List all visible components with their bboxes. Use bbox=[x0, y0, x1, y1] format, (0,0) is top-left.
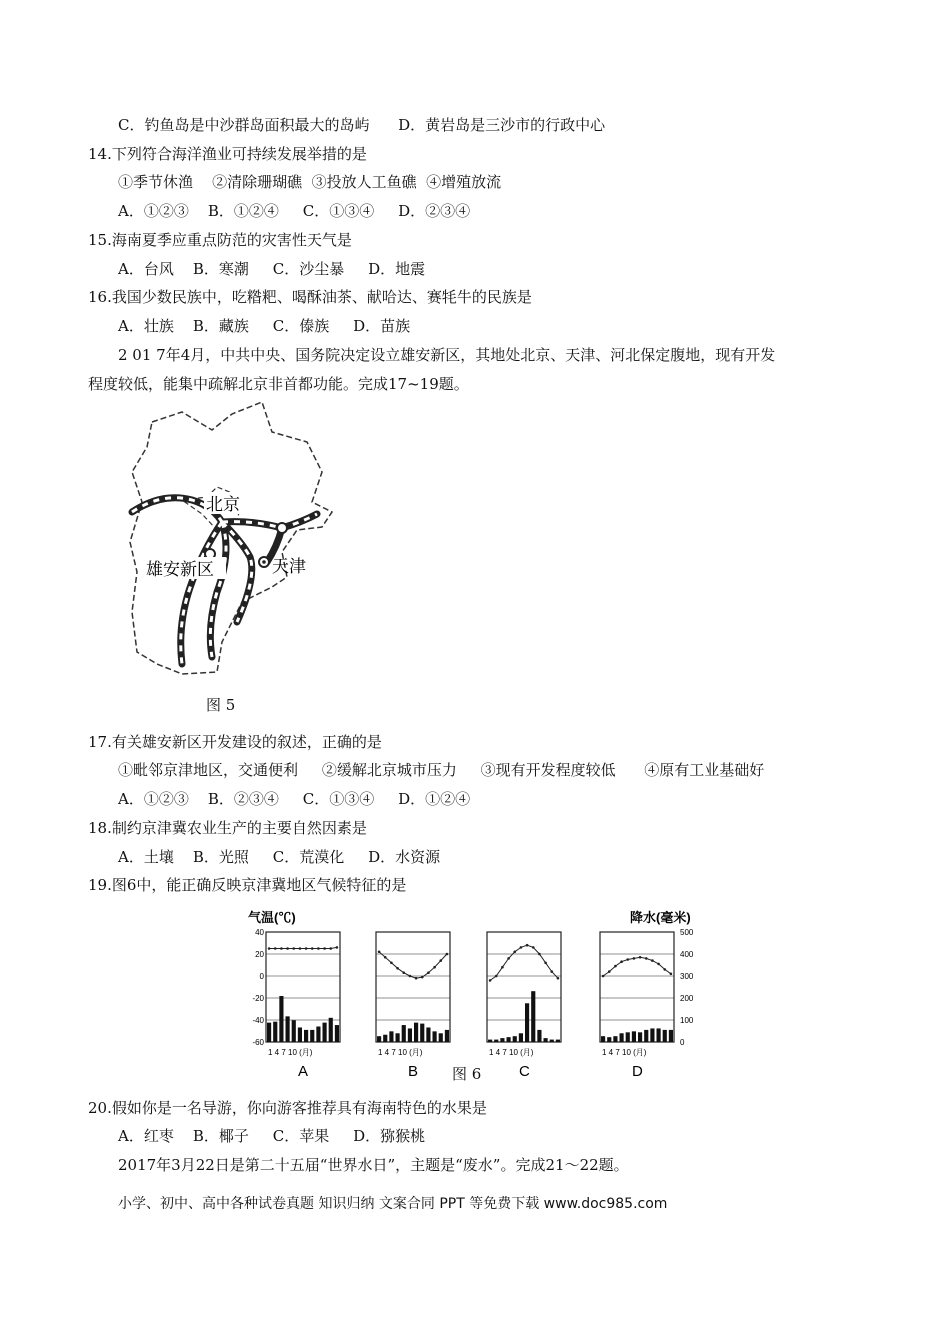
precip-bar bbox=[638, 1032, 642, 1042]
precip-tick: 300 bbox=[680, 972, 694, 981]
q20-options: A．红枣 B．椰子 C．苹果 D．猕猴桃 bbox=[118, 1127, 426, 1145]
temp-point bbox=[602, 975, 605, 978]
temp-point bbox=[274, 947, 277, 950]
temp-point bbox=[501, 966, 504, 969]
precip-bar bbox=[601, 1036, 605, 1042]
temp-point bbox=[651, 959, 654, 962]
temp-point bbox=[538, 953, 541, 956]
precip-bar bbox=[396, 1033, 400, 1042]
temp-point bbox=[421, 976, 424, 979]
climate-panel bbox=[600, 932, 674, 1080]
panel-label: A bbox=[298, 1063, 309, 1080]
panel-label: D bbox=[632, 1063, 643, 1080]
panel-frame bbox=[600, 932, 674, 1042]
precip-bar bbox=[626, 1032, 630, 1042]
option-line: C．钓鱼岛是中沙群岛面积最大的岛屿 D．黄岩岛是三沙市的行政中心 bbox=[118, 116, 606, 134]
precip-bar bbox=[414, 1023, 418, 1042]
temp-point bbox=[495, 975, 498, 978]
precip-ticks bbox=[680, 928, 694, 1047]
temp-point bbox=[286, 947, 289, 950]
temp-point bbox=[657, 963, 660, 966]
temp-tick: 0 bbox=[259, 972, 264, 981]
temp-point bbox=[608, 970, 611, 973]
q16-options: A．壮族 B．藏族 C．傣族 D．苗族 bbox=[118, 317, 411, 335]
precip-bar bbox=[613, 1036, 617, 1042]
temp-point bbox=[557, 977, 560, 980]
temp-line bbox=[490, 945, 558, 980]
precip-bar bbox=[426, 1027, 430, 1042]
temp-point bbox=[550, 970, 553, 973]
precip-bar bbox=[525, 1003, 529, 1042]
question-20: 20.假如你是一名导游，你向游客推荐具有海南特色的水果是 bbox=[88, 1099, 487, 1117]
temp-tick: -20 bbox=[252, 994, 264, 1003]
temp-point bbox=[439, 959, 442, 962]
temp-point bbox=[446, 953, 449, 956]
temp-point bbox=[633, 957, 636, 960]
precip-bar bbox=[620, 1033, 624, 1042]
precip-bar bbox=[310, 1030, 314, 1042]
q14-options: A．①②③ B．①②④ C．①③④ D．②③④ bbox=[118, 202, 471, 220]
precip-bar bbox=[335, 1025, 339, 1042]
temp-point bbox=[378, 951, 381, 954]
figure-5-map bbox=[122, 402, 352, 687]
tianjin-label: 天津 bbox=[272, 557, 306, 576]
temp-tick: -60 bbox=[252, 1038, 264, 1047]
precip-bar bbox=[556, 1040, 560, 1042]
climate-panel bbox=[376, 932, 450, 1080]
temp-point bbox=[329, 947, 332, 950]
precip-bar bbox=[500, 1038, 504, 1042]
panel-label: C bbox=[519, 1063, 530, 1080]
precip-bar bbox=[488, 1040, 492, 1042]
temp-point bbox=[384, 956, 387, 959]
precip-axis-label: 降水(毫米) bbox=[630, 910, 691, 925]
q15-options: A．台风 B．寒潮 C．沙尘暴 D．地震 bbox=[118, 260, 426, 278]
precip-tick: 200 bbox=[680, 994, 694, 1003]
temp-point bbox=[620, 960, 623, 963]
temp-point bbox=[507, 957, 510, 960]
temp-point bbox=[299, 947, 302, 950]
precip-bar bbox=[644, 1030, 648, 1042]
temp-tick: 40 bbox=[255, 928, 264, 937]
precip-tick: 500 bbox=[680, 928, 694, 937]
footer: 小学、初中、高中各种试卷真题 知识归纳 文案合同 PPT 等免费下载 www.doc985.com bbox=[118, 1196, 668, 1212]
temp-point bbox=[305, 947, 308, 950]
temp-point bbox=[489, 979, 492, 982]
precip-bar bbox=[550, 1040, 554, 1042]
q17-items: ①毗邻京津地区，交通便利 ②缓解北京城市压力 ③现有开发程度较低 ④原有工业基础好 bbox=[118, 761, 765, 779]
temp-point bbox=[626, 958, 629, 961]
temp-point bbox=[336, 946, 339, 949]
temp-point bbox=[639, 956, 642, 959]
question-17: 17.有关雄安新区开发建设的叙述，正确的是 bbox=[88, 733, 382, 751]
question-18: 18.制约京津冀农业生产的主要自然因素是 bbox=[88, 819, 367, 837]
month-ticks: 1 4 7 10 (月) bbox=[378, 1048, 423, 1057]
figure-6-climate-charts bbox=[242, 908, 702, 1086]
precip-tick: 100 bbox=[680, 1016, 694, 1025]
precip-bar bbox=[329, 1018, 333, 1042]
intro-paragraph-1: 2 01 7年4月，中共中央、国务院决定设立雄安新区，其地处北京、天津、河北保定腹地，现有开发 bbox=[118, 346, 776, 364]
precip-bar bbox=[632, 1031, 636, 1042]
precip-bar bbox=[439, 1033, 443, 1042]
temp-point bbox=[513, 951, 516, 954]
precip-bar bbox=[519, 1033, 523, 1042]
temp-point bbox=[402, 971, 405, 974]
temp-point bbox=[317, 947, 320, 950]
precip-bar bbox=[544, 1038, 548, 1042]
temp-point bbox=[280, 947, 283, 950]
panel-label: B bbox=[408, 1063, 419, 1080]
precip-bar bbox=[304, 1030, 308, 1042]
precip-bar bbox=[657, 1028, 661, 1042]
q18-options: A．土壤 B．光照 C．荒漠化 D．水资源 bbox=[118, 848, 441, 866]
precip-bar bbox=[663, 1030, 667, 1042]
precip-tick: 400 bbox=[680, 950, 694, 959]
temp-tick: 20 bbox=[255, 950, 264, 959]
temp-point bbox=[670, 973, 673, 976]
precip-bar bbox=[650, 1028, 654, 1042]
question-19: 19.图6中，能正确反映京津冀地区气候特征的是 bbox=[88, 876, 407, 894]
temp-point bbox=[268, 947, 271, 950]
temp-point bbox=[526, 944, 529, 947]
precip-bar bbox=[607, 1037, 611, 1042]
precip-bar bbox=[513, 1036, 517, 1042]
month-ticks: 1 4 7 10 (月) bbox=[602, 1048, 647, 1057]
precip-bar bbox=[316, 1027, 320, 1042]
intro-paragraph-3: 2017年3月22日是第二十五届“世界水日”，主题是“废水”。完成21～22题。 bbox=[118, 1156, 629, 1174]
precip-bar bbox=[383, 1035, 387, 1042]
temp-point bbox=[396, 967, 399, 970]
precip-bar bbox=[323, 1023, 327, 1042]
temp-line bbox=[269, 947, 337, 948]
temp-ticks bbox=[252, 928, 264, 1047]
figure-6-caption: 图 6 bbox=[452, 1065, 482, 1083]
climate-panel bbox=[266, 932, 340, 1080]
precip-bar bbox=[494, 1040, 498, 1042]
question-16: 16.我国少数民族中，吃糌粑、喝酥油茶、献哈达、赛牦牛的民族是 bbox=[88, 288, 532, 306]
question-15: 15.海南夏季应重点防范的灾害性天气是 bbox=[88, 231, 352, 249]
beijing-label: 北京 bbox=[206, 495, 240, 514]
temp-point bbox=[532, 946, 535, 949]
precip-bar bbox=[420, 1024, 424, 1042]
temp-axis-label: 气温(℃) bbox=[248, 910, 296, 925]
xiongan-label: 雄安新区 bbox=[146, 560, 214, 579]
precip-bar bbox=[445, 1030, 449, 1042]
precip-bar bbox=[531, 991, 535, 1042]
precip-bar bbox=[286, 1016, 290, 1042]
panel-frame bbox=[376, 932, 450, 1042]
precip-tick: 0 bbox=[680, 1038, 685, 1047]
temp-point bbox=[614, 965, 617, 968]
temp-point bbox=[645, 957, 648, 960]
precip-bar bbox=[433, 1031, 437, 1042]
temp-point bbox=[663, 968, 666, 971]
temp-point bbox=[520, 946, 523, 949]
precip-bar bbox=[507, 1037, 511, 1042]
precip-bar bbox=[298, 1027, 302, 1042]
temp-tick: -40 bbox=[252, 1016, 264, 1025]
panel-frame bbox=[487, 932, 561, 1042]
intro-paragraph-2: 程度较低，能集中疏解北京非首都功能。完成17~19题。 bbox=[88, 375, 469, 393]
precip-bar bbox=[408, 1028, 412, 1042]
region-boundary bbox=[130, 402, 332, 674]
question-14: 14.下列符合海洋渔业可持续发展举措的是 bbox=[88, 145, 367, 163]
temp-point bbox=[390, 962, 393, 965]
temp-point bbox=[415, 977, 418, 980]
temp-line bbox=[379, 952, 447, 978]
climate-panel bbox=[487, 932, 561, 1080]
month-ticks: 1 4 7 10 (月) bbox=[268, 1048, 313, 1057]
temp-point bbox=[292, 947, 295, 950]
precip-bar bbox=[279, 996, 283, 1042]
precip-bar bbox=[669, 1030, 673, 1042]
precip-bar bbox=[292, 1020, 296, 1042]
temp-point bbox=[427, 971, 430, 974]
precip-bar bbox=[402, 1025, 406, 1042]
precip-bar bbox=[389, 1031, 393, 1042]
temp-line bbox=[603, 957, 671, 976]
temp-point bbox=[311, 947, 314, 950]
precip-bar bbox=[537, 1030, 541, 1042]
figure-5-caption: 图 5 bbox=[206, 696, 236, 714]
precip-bar bbox=[273, 1022, 277, 1042]
climate-panels bbox=[266, 932, 674, 1080]
precip-bar bbox=[377, 1036, 381, 1042]
precip-bar bbox=[267, 1023, 271, 1042]
temp-point bbox=[409, 975, 412, 978]
q14-items: ①季节休渔 ②清除珊瑚礁 ③投放人工鱼礁 ④增殖放流 bbox=[118, 173, 502, 191]
temp-point bbox=[323, 947, 326, 950]
temp-point bbox=[433, 966, 436, 969]
q17-options: A．①②③ B．②③④ C．①③④ D．①②④ bbox=[118, 790, 471, 808]
month-ticks: 1 4 7 10 (月) bbox=[489, 1048, 534, 1057]
temp-point bbox=[544, 962, 547, 965]
